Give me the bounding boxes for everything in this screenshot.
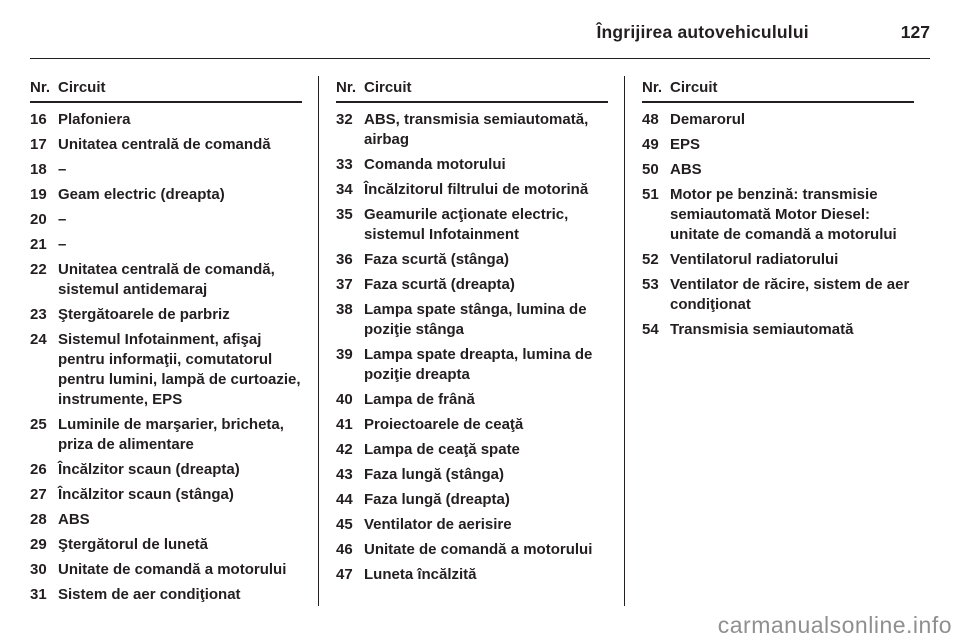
table-row bbox=[336, 205, 608, 245]
table-row bbox=[336, 155, 608, 175]
circuit-label: Ştergătorul de lunetă bbox=[58, 536, 209, 553]
column-header-circuit: Circuit bbox=[58, 79, 106, 96]
circuit-label: EPS bbox=[670, 136, 701, 153]
table-row bbox=[642, 185, 914, 245]
circuit-number: 39 bbox=[336, 346, 353, 363]
circuit-number: 28 bbox=[30, 511, 47, 528]
circuit-label: Încălzitor scaun (stânga) bbox=[58, 486, 234, 503]
circuit-label: Unitate de comandă a motorului bbox=[364, 541, 593, 558]
table-row bbox=[336, 440, 608, 460]
circuit-label: Faza lungă (dreapta) bbox=[364, 491, 510, 508]
table-row bbox=[336, 415, 608, 435]
table-row bbox=[30, 460, 302, 480]
circuit-number: 17 bbox=[30, 136, 47, 153]
circuit-number: 24 bbox=[30, 331, 47, 348]
fuse-table-column-3 bbox=[624, 76, 930, 606]
table-row bbox=[30, 510, 302, 530]
circuit-label: Faza scurtă (stânga) bbox=[364, 251, 510, 268]
watermark: carmanualsonline.info bbox=[717, 612, 952, 638]
circuit-label: Unitatea centrală de comandă, sistemul antidemaraj bbox=[58, 261, 275, 298]
circuit-number: 50 bbox=[642, 161, 659, 178]
circuit-label: Încălzitorul filtrului de motorină bbox=[364, 181, 589, 198]
circuit-label: Proiectoarele de ceaţă bbox=[364, 416, 524, 433]
circuit-number: 23 bbox=[30, 306, 47, 323]
header-rule bbox=[30, 58, 930, 59]
table-row bbox=[30, 415, 302, 455]
column-header-nr: Nr. bbox=[30, 79, 51, 96]
table-row bbox=[30, 535, 302, 555]
circuit-label: Demarorul bbox=[670, 111, 746, 128]
circuit-number: 18 bbox=[30, 161, 47, 178]
circuit-number: 54 bbox=[642, 321, 659, 338]
circuit-label: – bbox=[58, 161, 67, 178]
column-rows bbox=[642, 110, 914, 340]
circuit-number: 26 bbox=[30, 461, 47, 478]
table-row bbox=[336, 515, 608, 535]
circuit-label: Unitatea centrală de comandă bbox=[58, 136, 271, 153]
circuit-label: Luminile de marşarier, bricheta, priza de alimentare bbox=[58, 416, 284, 453]
table-row bbox=[336, 565, 608, 585]
circuit-number: 25 bbox=[30, 416, 47, 433]
circuit-number: 42 bbox=[336, 441, 353, 458]
circuit-number: 21 bbox=[30, 236, 47, 253]
circuit-label: Ştergătoarele de parbriz bbox=[58, 306, 230, 323]
table-row bbox=[30, 210, 302, 230]
column-header-circuit: Circuit bbox=[670, 79, 718, 96]
circuit-label: Faza scurtă (dreapta) bbox=[364, 276, 515, 293]
circuit-number: 51 bbox=[642, 186, 659, 203]
column-header bbox=[336, 76, 608, 103]
column-header-nr: Nr. bbox=[336, 79, 357, 96]
circuit-number: 44 bbox=[336, 491, 353, 508]
circuit-label: Luneta încălzită bbox=[364, 566, 477, 583]
circuit-number: 19 bbox=[30, 186, 47, 203]
circuit-number: 52 bbox=[642, 251, 659, 268]
table-row bbox=[642, 160, 914, 180]
circuit-label: Comanda motorului bbox=[364, 156, 506, 173]
circuit-label: Motor pe benzină: transmisie semiautomată Motor Diesel: unitate de comandă a motorului bbox=[670, 186, 897, 243]
circuit-number: 27 bbox=[30, 486, 47, 503]
circuit-label: – bbox=[58, 211, 67, 228]
circuit-label: Unitate de comandă a motorului bbox=[58, 561, 287, 578]
circuit-label: Plafoniera bbox=[58, 111, 131, 128]
circuit-label: Încălzitor scaun (dreapta) bbox=[58, 461, 240, 478]
circuit-number: 41 bbox=[336, 416, 353, 433]
circuit-number: 36 bbox=[336, 251, 353, 268]
circuit-label: Lampa spate stânga, lumina de poziţie stânga bbox=[364, 301, 587, 338]
circuit-number: 31 bbox=[30, 586, 47, 603]
table-row bbox=[336, 465, 608, 485]
circuit-number: 48 bbox=[642, 111, 659, 128]
table-row bbox=[642, 275, 914, 315]
circuit-number: 46 bbox=[336, 541, 353, 558]
table-row bbox=[336, 345, 608, 385]
circuit-label: Ventilator de răcire, sistem de aer condiţionat bbox=[670, 276, 910, 313]
circuit-label: Geamurile acţionate electric, sistemul Infotainment bbox=[364, 206, 569, 243]
column-header bbox=[642, 76, 914, 103]
circuit-label: – bbox=[58, 236, 67, 253]
circuit-number: 30 bbox=[30, 561, 47, 578]
circuit-label: Sistem de aer condiţionat bbox=[58, 586, 241, 603]
table-row bbox=[336, 180, 608, 200]
circuit-number: 38 bbox=[336, 301, 353, 318]
table-row bbox=[336, 300, 608, 340]
circuit-number: 20 bbox=[30, 211, 47, 228]
circuit-label: Ventilatorul radiatorului bbox=[670, 251, 839, 268]
table-row bbox=[30, 185, 302, 205]
table-row bbox=[30, 160, 302, 180]
table-row bbox=[642, 250, 914, 270]
circuit-number: 16 bbox=[30, 111, 47, 128]
circuit-label: ABS bbox=[670, 161, 702, 178]
page-title: Îngrijirea autovehiculului bbox=[596, 22, 809, 42]
table-row bbox=[336, 110, 608, 150]
circuit-label: Lampa de ceaţă spate bbox=[364, 441, 520, 458]
circuit-number: 47 bbox=[336, 566, 353, 583]
table-row bbox=[30, 560, 302, 580]
table-row bbox=[30, 260, 302, 300]
fuse-table-column-1 bbox=[30, 76, 318, 606]
table-row bbox=[30, 485, 302, 505]
table-row bbox=[336, 275, 608, 295]
circuit-number: 34 bbox=[336, 181, 353, 198]
table-row bbox=[336, 390, 608, 410]
circuit-number: 45 bbox=[336, 516, 353, 533]
column-rows bbox=[30, 110, 302, 605]
circuit-number: 35 bbox=[336, 206, 353, 223]
circuit-number: 22 bbox=[30, 261, 47, 278]
circuit-label: ABS bbox=[58, 511, 90, 528]
table-row bbox=[336, 540, 608, 560]
circuit-number: 32 bbox=[336, 111, 353, 128]
table-row bbox=[642, 135, 914, 155]
table-row bbox=[30, 135, 302, 155]
table-row bbox=[336, 250, 608, 270]
circuit-number: 33 bbox=[336, 156, 353, 173]
fuse-table bbox=[30, 76, 930, 606]
circuit-label: Ventilator de aerisire bbox=[364, 516, 512, 533]
column-header-nr: Nr. bbox=[642, 79, 663, 96]
table-row bbox=[30, 330, 302, 410]
circuit-label: Transmisia semiautomată bbox=[670, 321, 854, 338]
circuit-number: 49 bbox=[642, 136, 659, 153]
circuit-number: 43 bbox=[336, 466, 353, 483]
circuit-label: Faza lungă (stânga) bbox=[364, 466, 505, 483]
column-header-circuit: Circuit bbox=[364, 79, 412, 96]
table-row bbox=[30, 235, 302, 255]
circuit-number: 37 bbox=[336, 276, 353, 293]
circuit-label: Geam electric (dreapta) bbox=[58, 186, 225, 203]
circuit-label: Lampa spate dreapta, lumina de poziţie dreapta bbox=[364, 346, 593, 383]
column-header bbox=[30, 76, 302, 103]
column-rows bbox=[336, 110, 608, 585]
fuse-table-column-2 bbox=[318, 76, 624, 606]
table-row bbox=[30, 305, 302, 325]
table-row bbox=[642, 110, 914, 130]
table-row bbox=[336, 490, 608, 510]
circuit-number: 53 bbox=[642, 276, 659, 293]
circuit-number: 29 bbox=[30, 536, 47, 553]
circuit-label: Sistemul Infotainment, afişaj pentru informaţii, comutatorul pentru lumini, lampă de curtoazie, instrumente, EPS bbox=[58, 331, 301, 408]
circuit-label: Lampa de frână bbox=[364, 391, 475, 408]
page-number: 127 bbox=[900, 22, 930, 42]
circuit-label: ABS, transmisia semiautomată, airbag bbox=[364, 111, 589, 148]
table-row bbox=[30, 585, 302, 605]
circuit-number: 40 bbox=[336, 391, 353, 408]
page-header bbox=[30, 22, 930, 43]
table-row bbox=[642, 320, 914, 340]
table-row bbox=[30, 110, 302, 130]
